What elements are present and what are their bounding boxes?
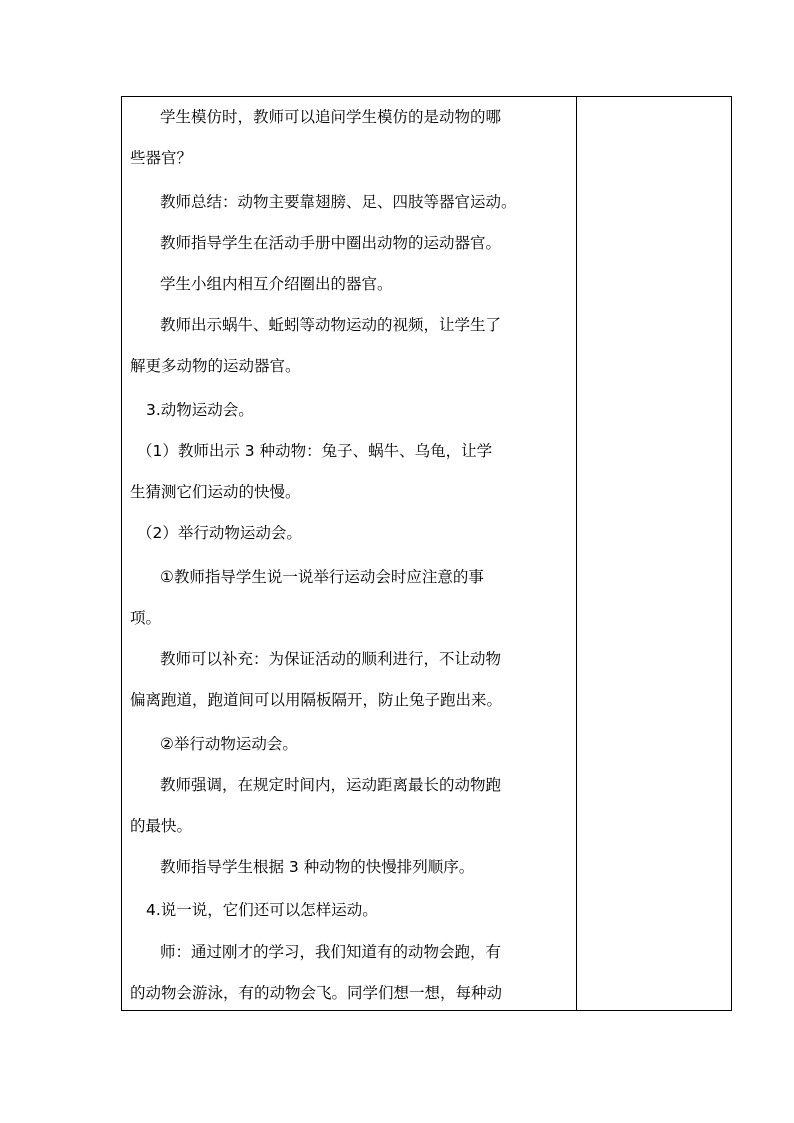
- text-line: （1）教师出示 3 种动物：兔子、蜗牛、乌龟，让学: [137, 442, 493, 460]
- text-line: 教师强调，在规定时间内，运动距离最长的动物跑: [160, 776, 502, 794]
- section-heading: 4.说一说，它们还可以怎样运动。: [146, 901, 378, 919]
- text-line: 教师指导学生在活动手册中圈出动物的运动器官。: [160, 234, 502, 252]
- text-line: 的动物会游泳，有的动物会飞。同学们想一想，每种动: [130, 984, 503, 1002]
- text-line: 些器官？: [130, 149, 193, 167]
- text-line: 解更多动物的运动器官。: [130, 357, 301, 375]
- text-line: 项。: [130, 609, 162, 627]
- text-line: 偏离跑道，跑道间可以用隔板隔开，防止兔子跑出来。: [130, 691, 503, 709]
- text-line: 教师指导学生根据 3 种动物的快慢排列顺序。: [160, 858, 475, 876]
- text-line: （2）举行动物运动会。: [137, 524, 302, 542]
- text-line: 的最快。: [130, 817, 193, 835]
- notes-cell: [577, 97, 731, 1010]
- text-line: 生猜测它们运动的快慢。: [130, 483, 301, 501]
- text-line: ②举行动物运动会。: [160, 735, 298, 753]
- text-line: 教师总结：动物主要靠翅膀、足、四肢等器官运动。: [160, 193, 517, 211]
- section-heading: 3.动物运动会。: [146, 401, 254, 419]
- text-line: 教师可以补充：为保证活动的顺利进行，不让动物: [160, 650, 502, 668]
- lesson-table: [121, 96, 732, 1011]
- text-line: 学生小组内相互介绍圈出的器官。: [160, 275, 393, 293]
- lesson-content-cell: [122, 97, 576, 1010]
- text-line: 师：通过刚才的学习，我们知道有的动物会跑，有: [160, 943, 502, 961]
- text-line: 教师出示蜗牛、蚯蚓等动物运动的视频，让学生了: [160, 316, 502, 334]
- text-line: 学生模仿时，教师可以追问学生模仿的是动物的哪: [160, 108, 502, 126]
- text-line: ①教师指导学生说一说举行运动会时应注意的事: [160, 568, 484, 586]
